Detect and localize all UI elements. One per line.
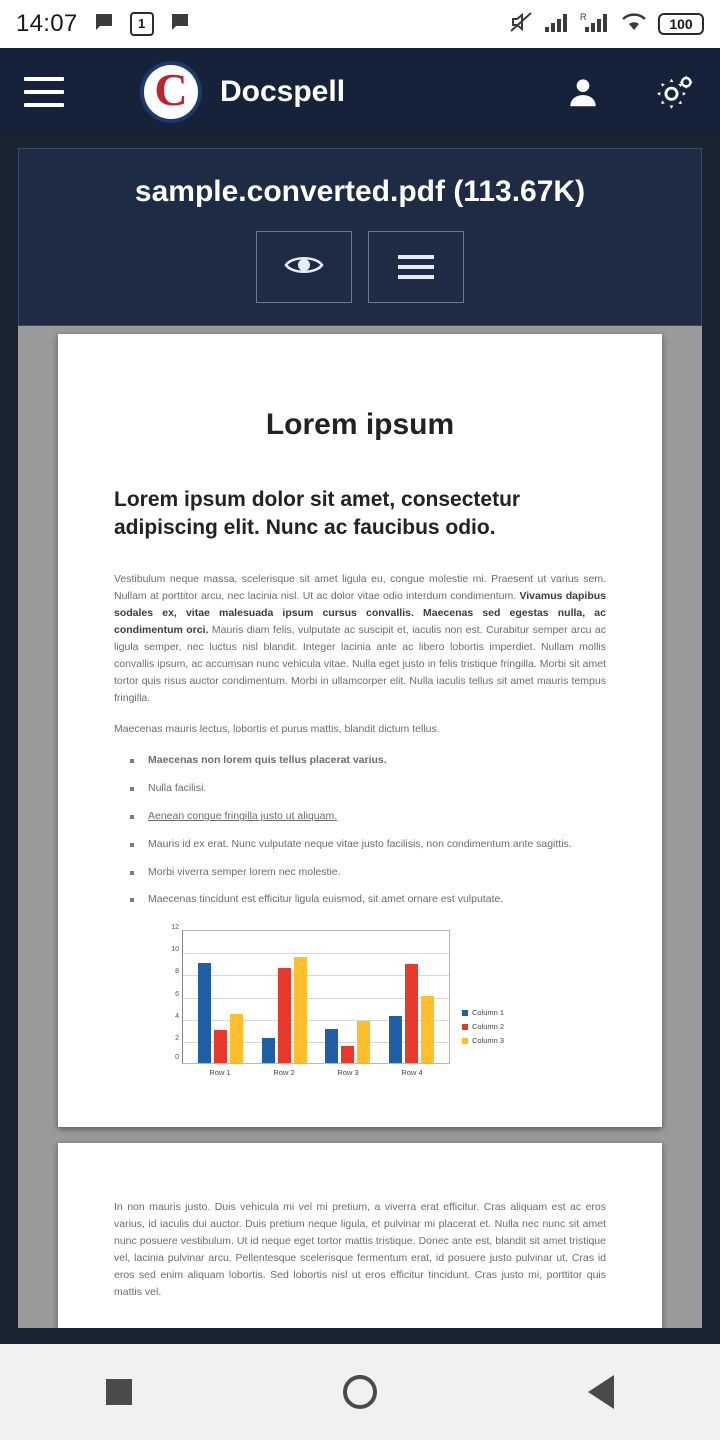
- bar: [230, 1014, 243, 1064]
- chat-bubble-icon-2: [168, 10, 192, 39]
- document-list: [114, 752, 606, 908]
- status-bar-left: [16, 10, 192, 39]
- bar-chart: [160, 924, 560, 1078]
- bar: [278, 968, 291, 1064]
- bar: [198, 963, 211, 1063]
- viewer-bottom-strip: [0, 1328, 720, 1344]
- list-item: Aenean congue fringilla justo ut aliquam.: [114, 808, 606, 825]
- eye-icon: [283, 250, 325, 285]
- y-tick: 10: [171, 946, 179, 954]
- triangle-back-icon[interactable]: [588, 1375, 614, 1409]
- bar: [389, 1016, 402, 1063]
- status-bar: [0, 0, 720, 48]
- bar: [421, 996, 434, 1063]
- x-tick: Row 1: [209, 1068, 231, 1078]
- pdf-page-2: [58, 1143, 662, 1328]
- page2-paragraph: In non mauris justo. Duis vehicula mi vel mi pretium, a viverra erat efficitur. Cras aliquam est ac eros varius, id iaculis dui auctor. Duis pretium neque ligula, et pulvinar mi placerat et. Nulla nec nunc sit amet nunc posuere vestibulum. Ut id neque eget tortor mattis tristique. Donec ante est, blandit sit amet tristique vel, lacinia pulvinar arcu. Pellentesque scelerisque fermentum erat, id posuere justo pulvinar ut. Cras id eros sed enim aliquam lobortis. Sed lobortis nisl ut eros efficitur tincidunt. Cras justo mi, porttitor quis mattis vel.: [114, 1201, 606, 1299]
- x-tick: Row 3: [337, 1068, 359, 1078]
- list-menu-icon: [398, 255, 434, 279]
- legend-swatch: [462, 1010, 468, 1016]
- x-tick: Row 4: [401, 1068, 423, 1078]
- y-tick: 8: [175, 968, 179, 976]
- document-paragraph-1: [114, 571, 606, 707]
- bar: [262, 1038, 275, 1063]
- chat-bubble-icon: [92, 10, 116, 39]
- document-subheading: Lorem ipsum dolor sit amet, consectetur adipiscing elit. Nunc ac faucibus odio.: [114, 488, 521, 539]
- person-icon[interactable]: [564, 73, 602, 111]
- paragraph-1-part-b: Vivamus dapibus sodales ex, vitae malesuada ipsum cursus convallis. Maecenas sed egestas nulla, ac condimentum orci.: [114, 590, 606, 637]
- paragraph-1-part-c: Mauris diam felis, vulputate ac suscipit et, iaculis non est. Curabitur semper arcu ac ligula semper, nec luctus nisl blandit. Integer lacinia ante ac libero lobortis imperdiet. Nullam mollis convallis ipsum, ac accumsan nunc vehicula vitae. Nulla eget justo in felis tristique fringilla. Morbi sit amet tortor quis risus auctor condimentum. Morbi in ullamcorper elit. Nulla iaculis tellus sit amet mauris tempus fringilla.: [114, 624, 606, 705]
- y-tick: 12: [171, 924, 179, 932]
- legend-entry: [462, 1022, 504, 1031]
- file-name-title: sample.converted.pdf (113.67K): [134, 175, 586, 208]
- roaming-signal-icon: [580, 11, 610, 38]
- logo-letter: C: [154, 64, 188, 115]
- list-item: Mauris id ex erat. Nunc vulputate neque vitae justo facilisis, non condimentum ante sagittis.: [114, 836, 606, 853]
- legend-entry: [462, 1008, 504, 1017]
- status-bar-right: [508, 11, 704, 38]
- bar: [214, 1030, 227, 1063]
- hamburger-menu-icon[interactable]: [24, 77, 64, 107]
- signal-bars-icon: [544, 11, 570, 38]
- list-item: Nulla facilisi.: [114, 780, 606, 797]
- svg-text:R: R: [580, 11, 587, 22]
- y-tick: 0: [175, 1054, 179, 1062]
- app-bar: [0, 48, 720, 136]
- chart-legend: [462, 930, 504, 1077]
- bar-group: [198, 931, 243, 1063]
- file-menu-button[interactable]: [368, 231, 464, 303]
- chart-x-axis-labels: [182, 1064, 450, 1077]
- file-header-card: [18, 148, 702, 326]
- legend-swatch: [462, 1038, 468, 1044]
- chart-bars: [183, 931, 449, 1063]
- notification-count-icon: 1: [130, 12, 154, 36]
- legend-label: Column 1: [472, 1008, 505, 1018]
- bar-group: [262, 931, 307, 1063]
- android-nav-bar: [0, 1344, 720, 1440]
- app-bar-actions: [564, 71, 696, 113]
- status-time: 14:07: [16, 10, 78, 37]
- y-tick: 4: [175, 1013, 179, 1021]
- x-tick: Row 2: [273, 1068, 295, 1078]
- brand: [140, 61, 345, 123]
- y-tick: 2: [175, 1035, 179, 1043]
- circle-icon[interactable]: [343, 1375, 377, 1409]
- y-tick: 6: [175, 991, 179, 999]
- preview-button[interactable]: [256, 231, 352, 303]
- bar: [341, 1046, 354, 1064]
- battery-indicator: 100: [658, 13, 704, 35]
- square-icon[interactable]: [106, 1379, 132, 1405]
- mute-icon: [508, 11, 534, 38]
- chart-plot-area: [171, 924, 450, 1064]
- bar: [325, 1029, 338, 1063]
- app-title: Docspell: [220, 75, 346, 108]
- document-heading: Lorem ipsum: [265, 408, 455, 441]
- pdf-page-1: [58, 334, 662, 1127]
- list-item: Maecenas tincidunt est efficitur ligula euismod, sit amet ornare est vulputate.: [114, 891, 606, 908]
- document-paragraph-2: Maecenas mauris lectus, lobortis et purus mattis, blandit dictum tellus.: [114, 723, 440, 736]
- document-viewer[interactable]: [18, 326, 702, 1328]
- bar-group: [389, 931, 434, 1063]
- bar-group: [325, 931, 370, 1063]
- wifi-icon: [620, 11, 648, 38]
- bar: [294, 957, 307, 1064]
- legend-entry: [462, 1036, 504, 1045]
- bar: [405, 964, 418, 1063]
- file-actions: [256, 231, 464, 303]
- docspell-logo-icon: [140, 61, 202, 123]
- list-item: Morbi viverra semper lorem nec molestie.: [114, 864, 606, 881]
- chart-y-axis-labels: [161, 924, 181, 1072]
- legend-label: Column 3: [472, 1036, 505, 1046]
- paragraph-1-part-a: Vestibulum neque massa, scelerisque sit amet ligula eu, congue molestie mi. Praesent ut varius sem. Nullam at porttitor arcu, nec lacinia nisl. Ut ac dolor vitae odio interdum condimentum.: [114, 573, 606, 603]
- legend-label: Column 2: [472, 1022, 505, 1032]
- legend-swatch: [462, 1024, 468, 1030]
- gear-icon[interactable]: [654, 71, 696, 113]
- bar: [357, 1021, 370, 1063]
- list-item: Maecenas non lorem quis tellus placerat varius.: [114, 752, 606, 769]
